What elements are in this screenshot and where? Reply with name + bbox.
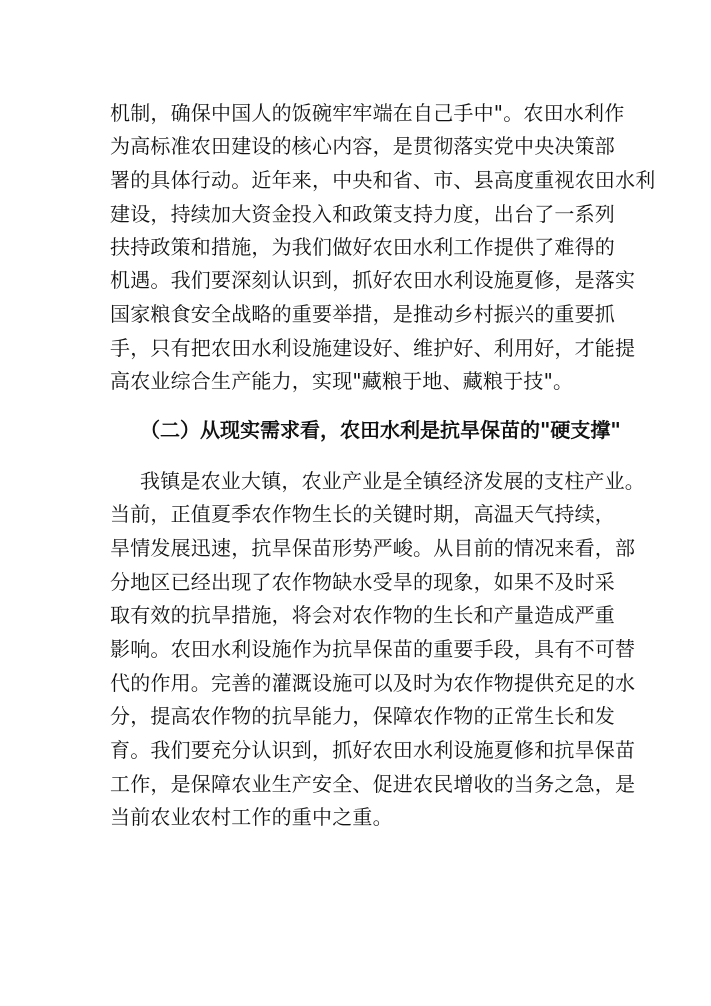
paragraph-line: 当前，正值夏季农作物生长的关键时期，高温天气持续， xyxy=(110,502,615,526)
paragraph-line: 署的具体行动。近年来，中央和省、市、县高度重视农田水利 xyxy=(110,168,656,192)
paragraph-line: 我镇是农业大镇，农业产业是全镇经济发展的支柱产业。 xyxy=(140,469,645,493)
paragraph-line: 影响。农田水利设施作为抗旱保苗的重要手段，具有不可替 xyxy=(110,637,636,661)
paragraph-line: 手，只有把农田水利设施建设好、维护好、利用好，才能提 xyxy=(110,336,636,360)
paragraph-line: 育。我们要充分认识到，抓好农田水利设施夏修和抗旱保苗 xyxy=(110,738,636,762)
paragraph-line: 为高标准农田建设的核心内容，是贯彻落实党中央决策部 xyxy=(110,134,615,158)
paragraph-line: 取有效的抗旱措施，将会对农作物的生长和产量造成严重 xyxy=(110,603,615,627)
paragraph-line: 工作，是保障农业生产安全、促进农民增收的当务之急，是 xyxy=(110,772,636,796)
paragraph-line: 代的作用。完善的灌溉设施可以及时为农作物提供充足的水 xyxy=(110,671,636,695)
paragraph-line: 当前农业农村工作的重中之重。 xyxy=(110,805,393,829)
paragraph-line: 分地区已经出现了农作物缺水受旱的现象，如果不及时采 xyxy=(110,570,615,594)
section-heading: （二）从现实需求看，农田水利是抗旱保苗的"硬支撑" xyxy=(140,418,621,442)
paragraph-line: 扶持政策和措施，为我们做好农田水利工作提供了难得的 xyxy=(110,235,615,259)
paragraph-line: 国家粮食安全战略的重要举措，是推动乡村振兴的重要抓 xyxy=(110,302,615,326)
paragraph-line: 建设，持续加大资金投入和政策支持力度，出台了一系列 xyxy=(110,202,615,226)
paragraph-line: 机制，确保中国人的饭碗牢牢端在自己手中"。农田水利作 xyxy=(110,101,625,125)
paragraph-line: 分，提高农作物的抗旱能力，保障农作物的正常生长和发 xyxy=(110,704,615,728)
paragraph-line: 高农业综合生产能力，实现"藏粮于地、藏粮于技"。 xyxy=(110,369,574,393)
paragraph-line: 旱情发展迅速，抗旱保苗形势严峻。从目前的情况来看，部 xyxy=(110,536,636,560)
paragraph-line: 机遇。我们要深刻认识到，抓好农田水利设施夏修，是落实 xyxy=(110,268,636,292)
